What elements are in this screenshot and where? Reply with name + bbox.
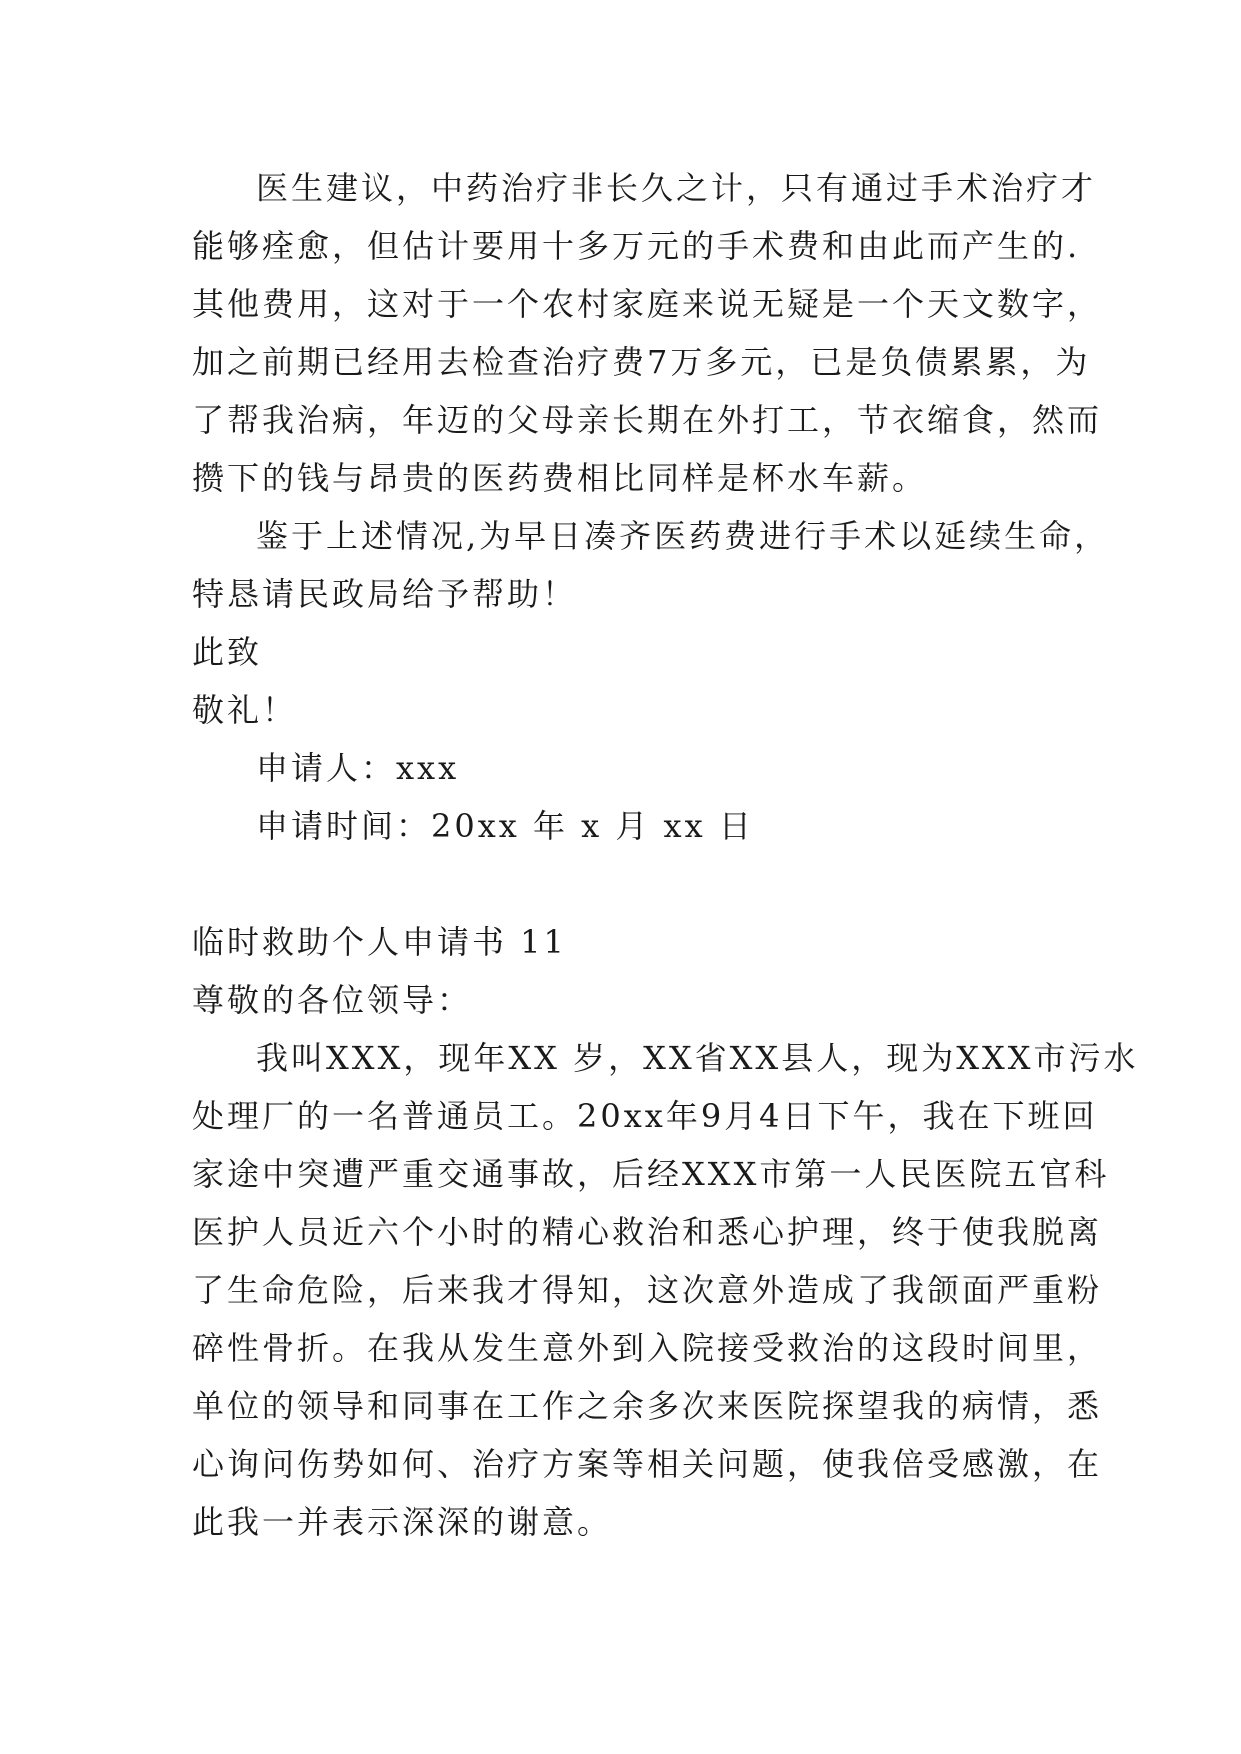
date-line: 申请时间：20xx 年 x 月 xx 日 xyxy=(256,807,754,845)
section2-line-7: 单位的领导和同事在工作之余多次来医院探望我的病情，悉 xyxy=(192,1387,1103,1425)
section2-line-8: 心询问伤势如何、治疗方案等相关问题，使我倍受感激，在 xyxy=(192,1445,1103,1483)
section2-line-4: 医护人员近六个小时的精心救治和悉心护理，终于使我脱离 xyxy=(192,1213,1103,1251)
section2-line-9: 此我一并表示深深的谢意。 xyxy=(192,1503,613,1541)
closing-line-2: 敬礼！ xyxy=(192,691,298,729)
paragraph2-line-1: 鉴于上述情况,为早日凑齐医药费进行手术以延续生命， xyxy=(256,517,1110,555)
section2-line-5: 了生命危险，后来我才得知，这次意外造成了我颌面严重粉 xyxy=(192,1271,1103,1309)
closing-line-1: 此致 xyxy=(192,633,263,671)
applicant-line: 申请人：xxx xyxy=(256,749,460,787)
paragraph1-line-6: 攒下的钱与昂贵的医药费相比同样是杯水车薪。 xyxy=(192,459,928,497)
paragraph2-line-2: 特恳请民政局给予帮助！ xyxy=(192,575,578,613)
paragraph1-line-5: 了帮我治病，年迈的父母亲长期在外打工，节衣缩食，然而 xyxy=(192,401,1103,439)
section2-title: 临时救助个人申请书 11 xyxy=(192,923,567,961)
paragraph1-line-1: 医生建议，中药治疗非长久之计，只有通过手术治疗才 xyxy=(256,169,1097,207)
paragraph1-line-4: 加之前期已经用去检查治疗费7万多元，已是负债累累，为 xyxy=(192,343,1091,381)
paragraph1-line-2: 能够痊愈，但估计要用十多万元的手术费和由此而产生的. xyxy=(192,227,1081,265)
section2-line-1: 我叫XXX，现年XX 岁，XX省XX县人，现为XXX市污水 xyxy=(256,1039,1139,1077)
paragraph1-line-3: 其他费用，这对于一个农村家庭来说无疑是一个天文数字， xyxy=(192,285,1103,323)
section2-line-3: 家途中突遭严重交通事故，后经XXX市第一人民医院五官科 xyxy=(192,1155,1110,1193)
section2-line-6: 碎性骨折。在我从发生意外到入院接受救治的这段时间里， xyxy=(192,1329,1103,1367)
section2-salutation: 尊敬的各位领导： xyxy=(192,981,473,1019)
section2-line-2: 处理厂的一名普通员工。20xx年9月4日下午，我在下班回 xyxy=(192,1097,1098,1135)
